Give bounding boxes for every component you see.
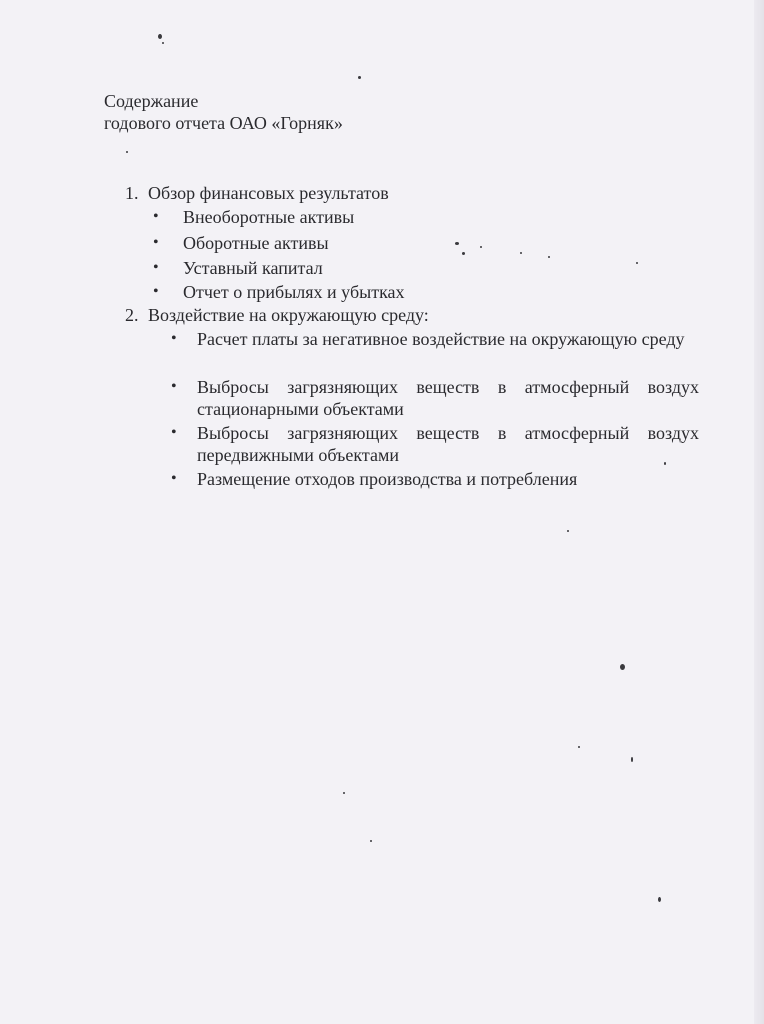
page-edge — [754, 0, 764, 1024]
toc-item — [171, 468, 699, 490]
toc-item-label: Оборотные активы — [183, 233, 329, 253]
toc-item-label: Выбросы загрязняющих веществ в атмосферный воздух стационарными объектами — [197, 377, 699, 419]
bullet-icon: • — [153, 208, 159, 225]
document-title — [104, 90, 343, 134]
section-number: 1. — [125, 183, 139, 203]
bullet-icon: • — [171, 470, 177, 487]
toc-item — [153, 206, 355, 228]
toc-item — [153, 232, 329, 254]
bullet-icon: • — [171, 378, 177, 395]
toc-item — [153, 281, 405, 303]
toc-item — [153, 257, 323, 279]
section-label: Воздействие на окружающую среду: — [148, 305, 429, 325]
toc-item-label: Внеоборотные активы — [183, 207, 355, 227]
toc-item — [171, 376, 699, 420]
bullet-icon: • — [171, 330, 177, 347]
bullet-icon: • — [153, 259, 159, 276]
toc-section-1 — [125, 182, 389, 204]
toc-item — [171, 328, 699, 350]
toc-item — [171, 422, 699, 466]
toc-section-2 — [125, 304, 429, 326]
toc-item-label: Выбросы загрязняющих веществ в атмосферный воздух передвижными объектами — [197, 423, 699, 465]
bullet-icon: • — [171, 424, 177, 441]
title-line-1: Содержание — [104, 91, 199, 111]
bullet-icon: • — [153, 234, 159, 251]
title-line-2: годового отчета ОАО «Горняк» — [104, 113, 343, 133]
toc-item-label: Расчет платы за негативное воздействие на окружающую среду — [197, 329, 685, 349]
section-number: 2. — [125, 305, 139, 325]
bullet-icon: • — [153, 283, 159, 300]
toc-item-label: Уставный капитал — [183, 258, 323, 278]
toc-item-label: Размещение отходов производства и потребления — [197, 469, 578, 489]
section-label: Обзор финансовых результатов — [148, 183, 389, 203]
toc-item-label: Отчет о прибылях и убытках — [183, 282, 405, 302]
